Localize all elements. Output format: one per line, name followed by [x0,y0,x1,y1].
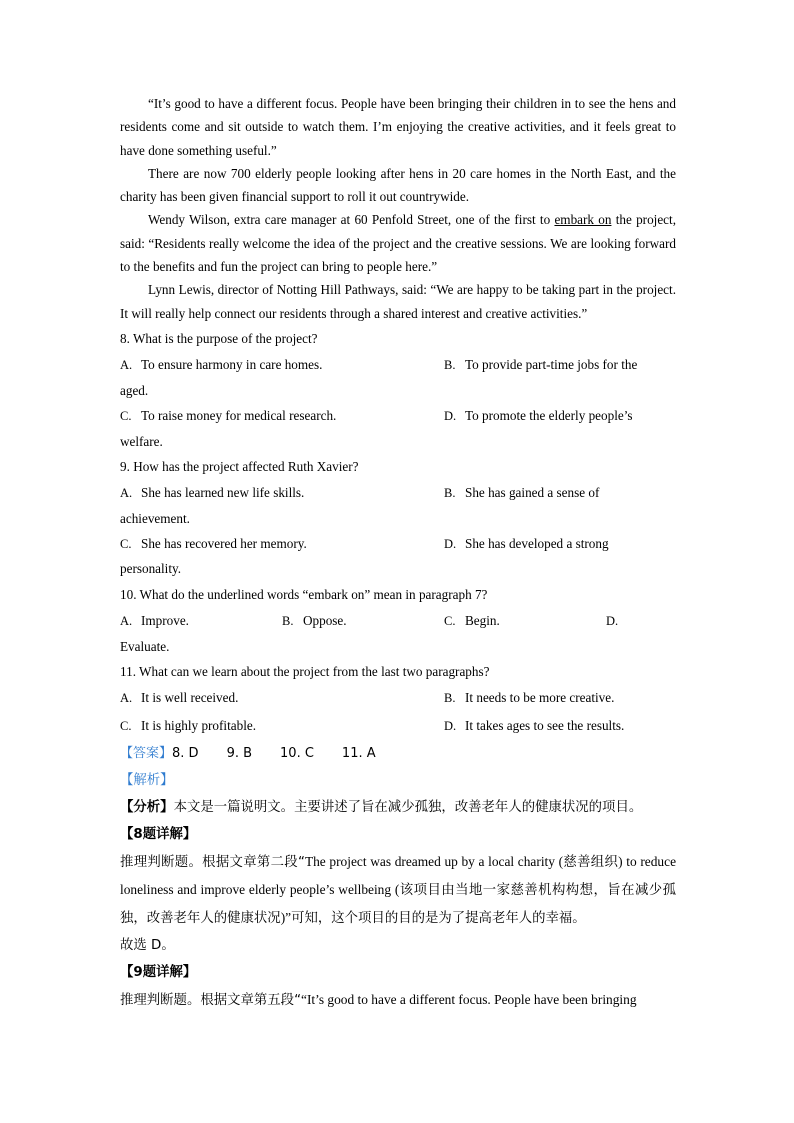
passage-paragraph-6: There are now 700 elderly people looking after hens in 20 care homes in the North East, and the charity has been given financial support to roll it out countrywide. [120,165,676,205]
q9-detail-heading: 【9题详解】 [120,965,197,981]
option-b-wrap: aged. [120,382,149,398]
document-content [120,92,676,1014]
question-9 [120,455,676,581]
p7-text-before: Wendy Wilson, extra care manager at 60 Penfold Street, one of the first to [148,212,555,228]
question-8 [120,327,676,453]
option-a: A. She has learned new life skills. [120,485,305,501]
option-d: D. She has developed a strong [444,535,609,551]
question-stem: 10. What do the underlined words “embark on” mean in paragraph 7? [120,586,488,602]
option-d: D. [606,614,619,629]
summary-label: 【分析】 [120,800,174,816]
question-10 [120,583,676,658]
option-d-wrap: personality. [120,561,182,577]
answer-item: 11. A [341,746,376,762]
answer-item: 8. D [172,746,199,762]
q8-detail-heading: 【8题详解】 [120,827,197,843]
option-d-wrap: welfare. [120,433,163,449]
option-a: A. It is well received. [120,690,239,706]
passage-paragraph-5: “It’s good to have a different focus. People have been bringing their children in to see the hens and residents come and sit outside to watch them. I’m enjoying the creative activities, and it feels great to have done something useful.” [120,96,676,158]
analysis-summary [120,794,676,821]
answer-line [120,741,676,767]
option-d-wrap: Evaluate. [120,638,170,654]
q9-detail-text: 推理判断题。根据文章第五段““It’s good to have a different focus. People have been bringing [120,992,637,1009]
question-stem: 9. How has the project affected Ruth Xavier? [120,458,359,474]
option-b: B. To provide part-time jobs for the [444,357,638,373]
option-b-wrap: achievement. [120,510,190,526]
option-c: C. She has recovered her memory. [120,535,307,551]
underlined-phrase: embark on [554,212,612,228]
option-b: B. It needs to be more creative. [444,690,615,706]
option-b: B. Oppose. [282,613,347,629]
option-c: C. It is highly profitable. [120,717,257,733]
option-b: B. She has gained a sense of [444,485,600,501]
passage-paragraph-7 [120,208,676,278]
option-c: C. Begin. [444,613,500,629]
question-stem: 8. What is the purpose of the project? [120,330,318,346]
option-a: A. Improve. [120,613,189,629]
analysis-label: 【解析】 [120,773,174,789]
answer-item: 10. C [280,746,314,762]
option-d: D. To promote the elderly people’s [444,408,633,424]
q8-detail-text: 推理判断题。根据文章第二段“The project was dreamed up by a local charity (慈善组织) to reduce loneliness and improve elderly people’s wellbeing (该项目由当地一家慈善机构构想，旨在减少孤独，改善老年人的健康状况)”可知，这个项目的目的是为了提高老年人的幸福。 [120,854,677,927]
answer-label: 【答案】 [120,746,173,762]
passage-paragraph-8: Lynn Lewis, director of Notting Hill Pathways, said: “We are happy to be taking part in the project. It will really help connect our residents through a shared interest and creative activities.” [120,282,676,321]
summary-text: 本文是一篇说明文。主要讲述了旨在减少孤独，改善老年人的健康状况的项目。 [173,800,643,816]
question-stem: 11. What can we learn about the project from the last two paragraphs? [120,663,490,679]
option-d: D. It takes ages to see the results. [444,717,625,733]
option-a: A. To ensure harmony in care homes. [120,357,323,373]
answer-item: 9. B [226,746,253,762]
q8-conclusion: 故选 D。 [120,938,175,954]
question-11 [120,660,676,739]
option-c: C. To raise money for medical research. [120,408,337,424]
p7-text-after: the project, said: “Residents really welcome the idea of the project and the creative sessions. We are looking forward to the benefits and fun the project can bring to people here.” [120,212,676,275]
